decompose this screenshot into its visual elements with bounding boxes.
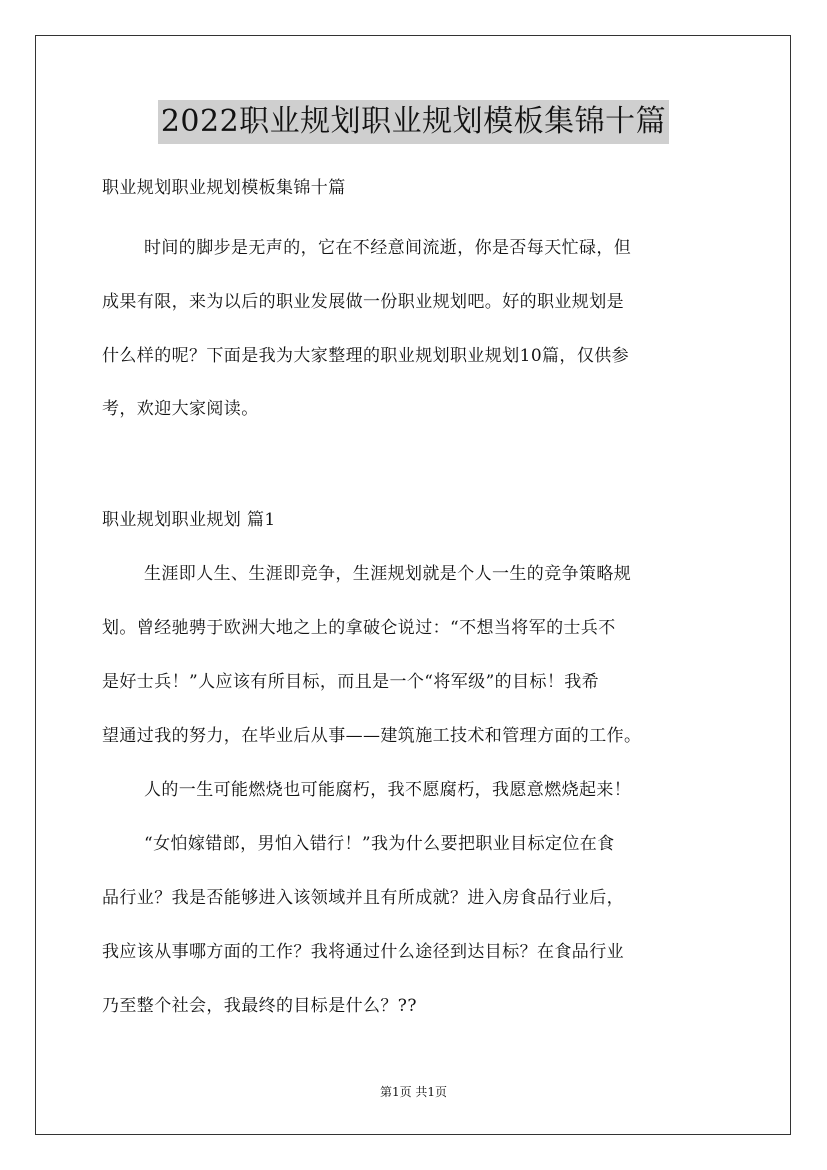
paragraph-line: 划。曾经驰骋于欧洲大地之上的拿破仑说过：“不想当将军的士兵不	[102, 618, 616, 638]
page-number: 第1页 共1页	[379, 1085, 448, 1099]
paragraph-line: 成果有限，来为以后的职业发展做一份职业规划吧。好的职业规划是	[102, 292, 624, 312]
paragraph-line: 什么样的呢？下面是我为大家整理的职业规划职业规划10篇，仅供参	[102, 346, 630, 366]
paragraph-line: 乃至整个社会，我最终的目标是什么？??	[102, 996, 417, 1016]
paragraph-line: 生涯即人生、生涯即竞争，生涯规划就是个人一生的竞争策略规	[144, 564, 632, 584]
paragraph-line: 考，欢迎大家阅读。	[102, 399, 259, 419]
subtitle-line: 职业规划职业规划模板集锦十篇	[102, 178, 346, 198]
document-title: 2022职业规划职业规划模板集锦十篇	[158, 100, 669, 144]
paragraph-line: 时间的脚步是无声的，它在不经意间流逝，你是否每天忙碌，但	[144, 238, 632, 258]
page-footer	[0, 1083, 827, 1101]
paragraph-line: “女怕嫁错郎，男怕入错行！”我为什么要把职业目标定位在食	[144, 834, 615, 854]
paragraph-line: 品行业？我是否能够进入该领域并且有所成就？进入房食品行业后，	[102, 888, 624, 908]
paragraph-line: 我应该从事哪方面的工作？我将通过什么途径到达目标？在食品行业	[102, 942, 624, 962]
section-heading: 职业规划职业规划 篇1	[102, 510, 276, 530]
paragraph-line: 人的一生可能燃烧也可能腐朽，我不愿腐朽，我愿意燃烧起来！	[144, 780, 632, 800]
paragraph-line: 望通过我的努力，在毕业后从事——建筑施工技术和管理方面的工作。	[102, 726, 642, 746]
title-container	[0, 100, 827, 144]
paragraph-line: 是好士兵！”人应该有所目标，而且是一个“将军级”的目标！我希	[102, 672, 600, 692]
